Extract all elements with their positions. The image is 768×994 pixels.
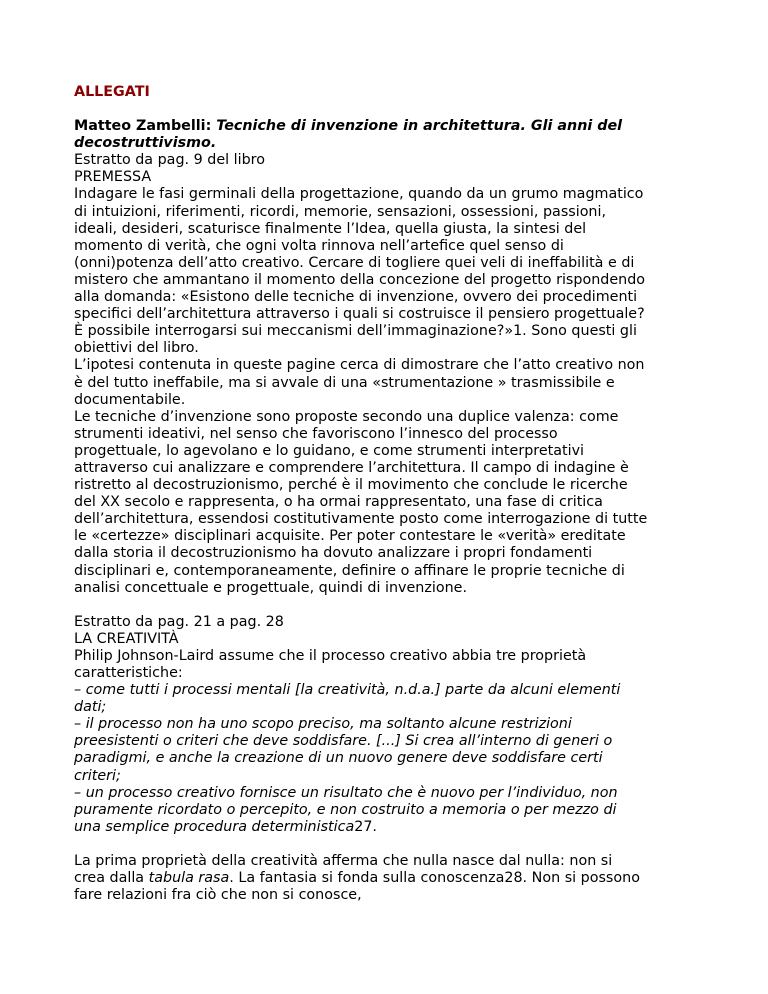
text-line: criteri; <box>74 767 121 784</box>
text-line: momento di verità, che ogni volta rinnova nell’artefice quel senso di <box>74 237 564 254</box>
extract-source: Estratto da pag. 9 del libro <box>74 152 265 169</box>
section-heading: ALLEGATI <box>74 84 150 100</box>
extract-1-body <box>74 186 714 596</box>
text-line: del XX secolo e rappresenta, o ha ormai rappresentato, una fase di critica <box>74 494 603 511</box>
extract-2 <box>74 614 714 905</box>
text-line: dalla storia il decostruzionismo ha dovuto analizzare i propri fondamenti <box>74 545 593 562</box>
quote-last-line: una semplice procedura deterministica27. <box>74 818 377 835</box>
text-line: di intuizioni, riferimenti, ricordi, memorie, sensazioni, ossessioni, passioni, <box>74 203 607 220</box>
text-line: ideali, desideri, scaturisce finalmente l’Idea, quella giusta, la sintesi del <box>74 220 587 237</box>
text-line: è del tutto ineffabile, ma si avvale di una «strumentazione » trasmissibile e <box>74 374 615 391</box>
document-page <box>74 84 714 904</box>
paragraph-line: fare relazioni fra ciò che non si conosce, <box>74 887 362 904</box>
book-title-block <box>74 118 714 152</box>
text-line: – un processo creativo fornisce un risultato che è nuovo per l’individuo, non <box>74 784 618 801</box>
text-line: preesistenti o criteri che deve soddisfare. [...] Si crea all’interno di generi o <box>74 733 613 750</box>
text-line: ristretto al decostruzionismo, perché è il movimento che conclude le ricerche <box>74 477 628 494</box>
text-line: puramente ricordato o percepito, e non costruito a memoria o per mezzo di <box>74 801 617 818</box>
text-line: le «certezze» disciplinari acquisite. Per poter contestare le «verità» ereditate <box>74 528 626 545</box>
book-title-line-1: Tecniche di invenzione in architettura. Gli anni del <box>216 118 623 135</box>
text-line: specifici dell’architettura attraverso i quali si costruisce il pensiero progettuale? <box>74 306 645 323</box>
extract-2-quote <box>74 682 714 819</box>
text-line: obiettivi del libro. <box>74 340 199 357</box>
extract-1 <box>74 152 714 596</box>
latin-term: tabula rasa <box>148 870 230 887</box>
text-line: documentabile. <box>74 391 186 408</box>
text-line: caratteristiche: <box>74 665 183 681</box>
extract-section-title: LA CREATIVITÀ <box>74 630 179 647</box>
text-line: analisi concettuale e progettuale, quindi di invenzione. <box>74 579 467 596</box>
text-line: strumenti ideativi, nel senso che favoriscono l’innesco del processo <box>74 425 558 442</box>
book-title-line-2: decostruttivismo. <box>74 135 217 152</box>
text-line: mistero che ammantano il momento della concezione del progetto rispondendo <box>74 271 646 288</box>
text-line: dati; <box>74 699 107 716</box>
text-line: paradigmi, e anche la creazione di un nuovo genere deve soddisfare certi <box>74 750 603 767</box>
text-line: Philip Johnson-Laird assume che il processo creativo abbia tre proprietà <box>74 647 587 664</box>
text-line: È possibile interrogarsi sui meccanismi dell’immaginazione?»1. Sono questi gli <box>74 323 637 340</box>
author-name: Matteo Zambelli: <box>74 118 212 135</box>
extract-2-intro <box>74 648 714 682</box>
text-line: – come tutti i processi mentali [la creatività, n.d.a.] parte da alcuni elementi <box>74 682 621 699</box>
text-line: attraverso cui analizzare e comprendere l’architettura. Il campo di indagine è <box>74 459 629 476</box>
text-line: L’ipotesi contenuta in queste pagine cerca di dimostrare che l’atto creativo non <box>74 357 645 374</box>
text-line: progettuale, lo agevolano e lo guidano, e come strumenti interpretativi <box>74 442 585 459</box>
text-line: alla domanda: «Esistono delle tecniche di invenzione, ovvero dei procedimenti <box>74 289 638 306</box>
text-line: Le tecniche d’invenzione sono proposte secondo una duplice valenza: come <box>74 408 619 425</box>
text-line: dell’architettura, essendosi costitutivamente posto come interrogazione di tutte <box>74 511 648 528</box>
footnote-ref: 27. <box>354 818 377 835</box>
paragraph-line: crea dalla tabula rasa. La fantasia si fonda sulla conoscenza28. Non si possono <box>74 870 640 887</box>
extract-section-title: PREMESSA <box>74 169 152 186</box>
text-line: Indagare le fasi germinali della progettazione, quando da un grumo magmatico <box>74 186 644 203</box>
text-line: disciplinari e, contemporaneamente, definire o affinare le proprie tecniche di <box>74 562 625 579</box>
paragraph-line: La prima proprietà della creatività afferma che nulla nasce dal nulla: non si <box>74 852 613 869</box>
extract-source: Estratto da pag. 21 a pag. 28 <box>74 613 284 630</box>
text-line: – il processo non ha uno scopo preciso, ma soltanto alcune restrizioni <box>74 716 572 733</box>
text-line: (onni)potenza dell’atto creativo. Cercare di togliere quei veli di ineffabilità e di <box>74 254 635 271</box>
